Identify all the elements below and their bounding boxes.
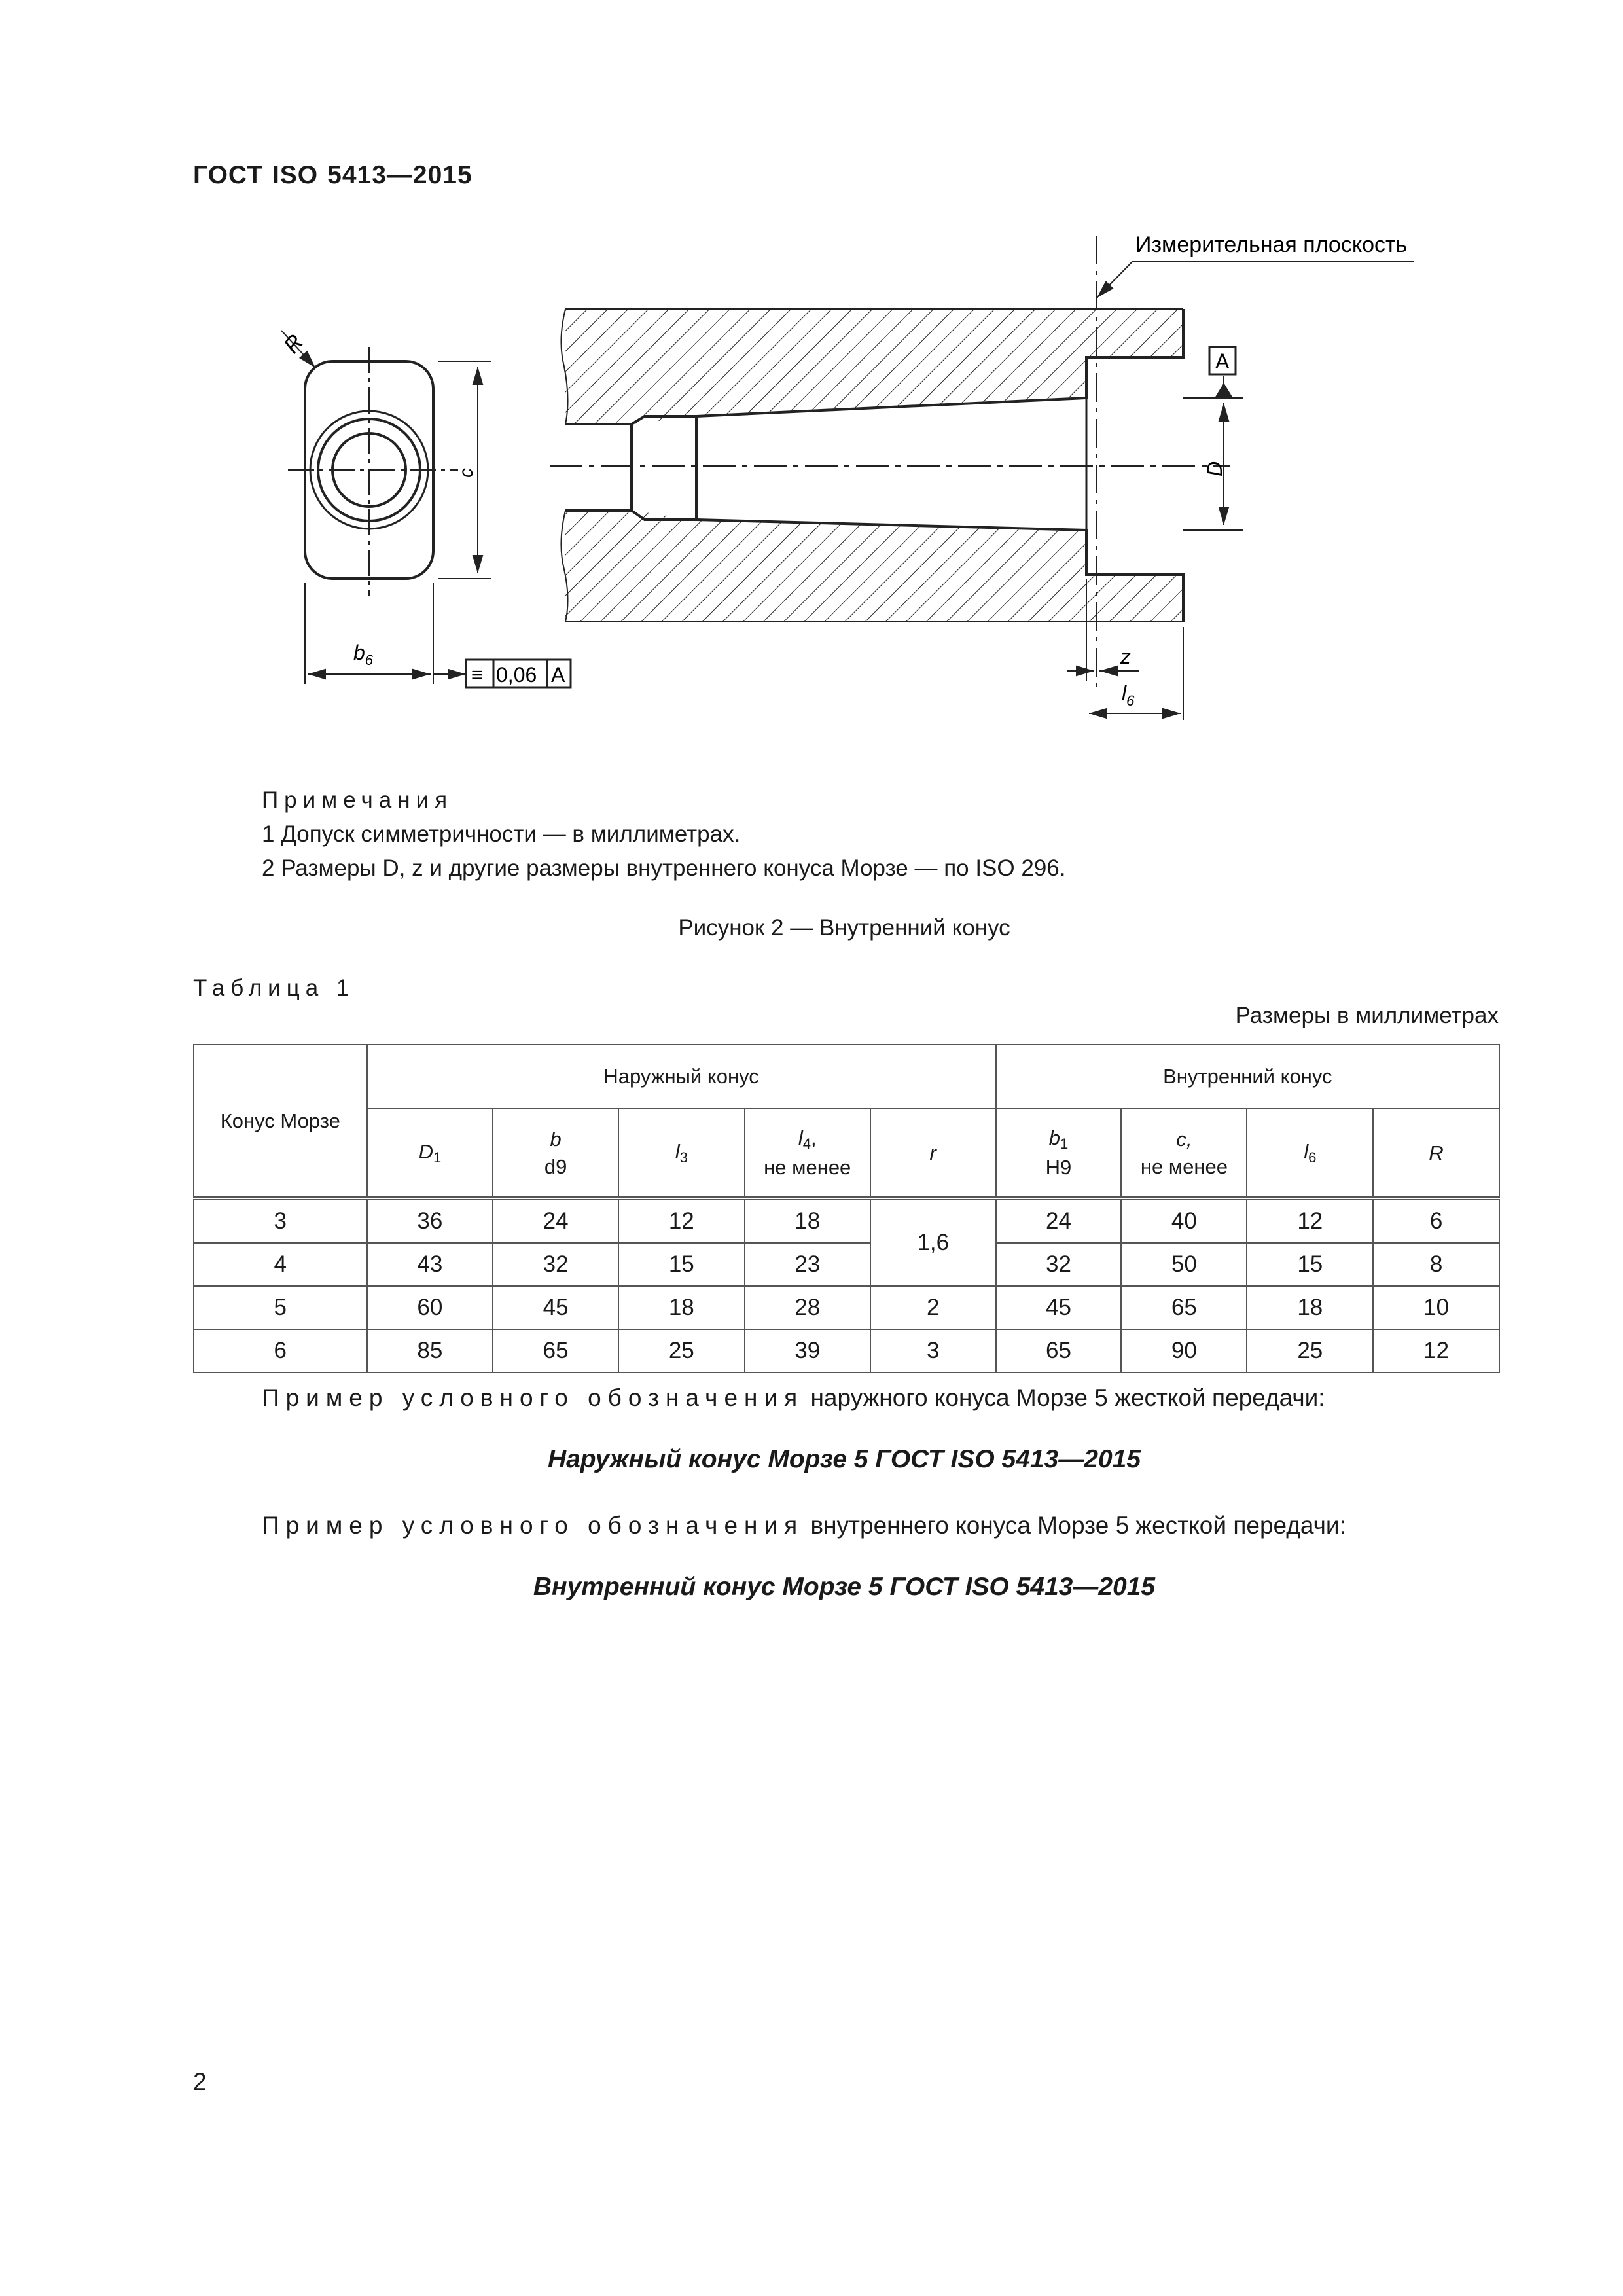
- header-l6: $l_6$: [1247, 1109, 1373, 1198]
- header-b: b d9: [493, 1109, 618, 1198]
- example-inner-designation: Внутренний конус Морзе 5 ГОСТ ISO 5413—2015: [533, 1573, 1156, 1601]
- label-c: c: [455, 468, 477, 478]
- header-r-small: r: [870, 1109, 996, 1198]
- example-inner-text: Пример условного обозначения внутреннего конуса Морзе 5 жесткой передачи:: [262, 1512, 1346, 1539]
- header-prefix: ГОСТ: [193, 161, 263, 189]
- table-row: 6 85 65 25 39 3 65 90 25 12: [194, 1329, 1499, 1372]
- label-r: R: [279, 329, 309, 359]
- page-number: 2: [193, 2068, 207, 2095]
- label-z: z: [1120, 645, 1131, 668]
- example-outer-designation: Наружный конус Морзе 5 ГОСТ ISO 5413—2015: [547, 1445, 1141, 1473]
- note-2: 2 Размеры D, z и другие размеры внутреннего конуса Морзе — по ISO 296.: [262, 855, 1066, 881]
- symmetry-symbol: ≡: [471, 664, 483, 686]
- header-r-large: R: [1373, 1109, 1499, 1198]
- label-b6: $b_6$: [353, 641, 374, 668]
- figure-caption: Рисунок 2 — Внутренний конус: [678, 915, 1010, 941]
- table-row: 5 60 45 18 28 2 45 65 18 10: [194, 1286, 1499, 1329]
- dimensions-table: [193, 1044, 1500, 1373]
- hatch-bottom: [565, 511, 1183, 622]
- tolerance-value: 0,06: [496, 663, 537, 687]
- figure-internal-cone: [0, 0, 1623, 753]
- table-row: 4 43 32 15 23 32 50 15 8: [194, 1243, 1499, 1286]
- tolerance-datum: A: [551, 663, 565, 687]
- header-number: 5413—2015: [327, 161, 473, 189]
- section-view: [550, 236, 1414, 720]
- table-title: Таблица 1: [193, 975, 355, 1001]
- notes-title: Примечания: [262, 787, 454, 813]
- label-l6: $l_6$: [1122, 681, 1135, 709]
- header-outer-cone: Наружный конус: [367, 1045, 996, 1109]
- end-view: [281, 331, 491, 684]
- header-l4: $l_4$, не менее: [745, 1109, 870, 1198]
- header-b1: $b_1$ H9: [996, 1109, 1122, 1198]
- header-inner-cone: Внутренний конус: [996, 1045, 1499, 1109]
- note-1: 1 Допуск симметричности — в миллиметрах.: [262, 821, 741, 847]
- header-iso: ISO: [272, 161, 319, 189]
- label-d: D: [1203, 461, 1226, 476]
- header-morse: Конус Морзе: [194, 1045, 367, 1198]
- table-row: 3 36 24 12 18 1,6 24 40 12 6: [194, 1198, 1499, 1243]
- header-l3: $l_3$: [618, 1109, 745, 1198]
- header-d1: $D_1$: [367, 1109, 493, 1198]
- measuring-plane-label: Измерительная плоскость: [1135, 232, 1408, 257]
- datum-label: A: [1215, 350, 1230, 373]
- header-c: c, не менее: [1121, 1109, 1247, 1198]
- cell-r-merged: 1,6: [870, 1198, 996, 1286]
- example-outer-text: Пример условного обозначения наружного конуса Морзе 5 жесткой передачи:: [262, 1384, 1325, 1411]
- datum-triangle: [1215, 383, 1233, 398]
- table-units: Размеры в миллиметрах: [1235, 1003, 1499, 1028]
